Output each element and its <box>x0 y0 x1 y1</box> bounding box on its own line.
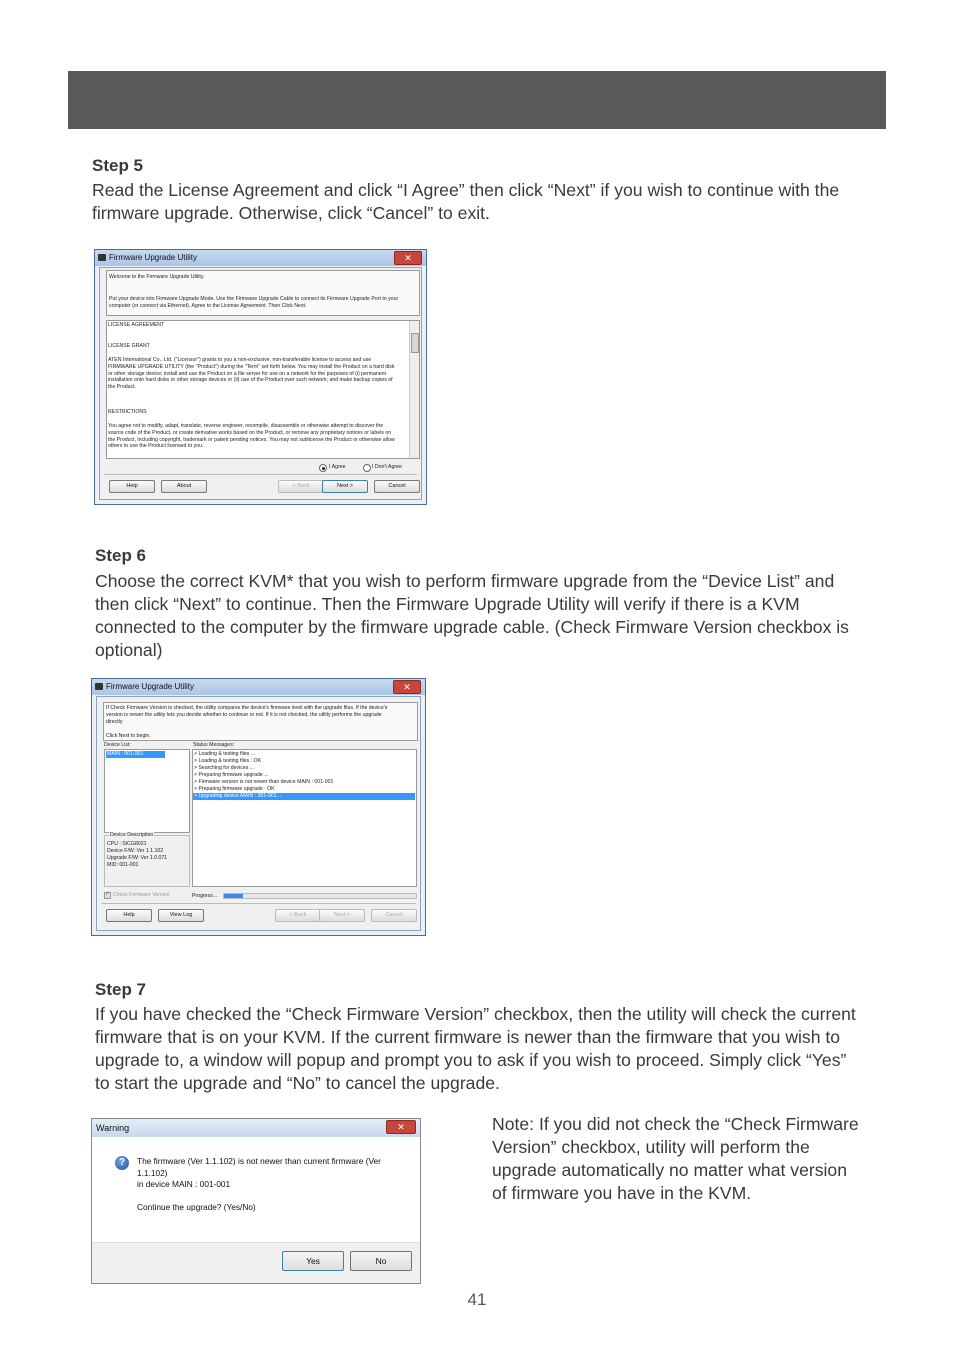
back-button[interactable]: < Back <box>275 909 321 922</box>
restrictions-heading: RESTRICTIONS <box>108 409 147 415</box>
divider <box>101 903 416 904</box>
license-textbox[interactable] <box>106 320 420 459</box>
agree-label: I Agree <box>329 464 346 470</box>
no-button[interactable]: No <box>350 1251 412 1271</box>
scrollbar[interactable] <box>409 321 419 458</box>
about-button[interactable]: About <box>161 480 207 493</box>
click-next-text: Click Next to begin. <box>106 733 151 739</box>
status-line: > Loading & testing files ... <box>194 751 255 757</box>
view-log-button[interactable]: View Log <box>158 909 204 922</box>
step5-title: Step 5 <box>92 156 144 175</box>
status-line: > Searching for devices ... <box>194 765 255 771</box>
progress-bar <box>223 893 417 899</box>
status-list[interactable] <box>192 749 417 887</box>
step7-title: Step 7 <box>95 980 147 999</box>
device-desc-cpu: CPU : SICG8021 <box>107 841 147 847</box>
cancel-button[interactable]: Cancel <box>374 480 420 493</box>
disagree-radio[interactable] <box>363 464 371 472</box>
question-icon: ? <box>115 1156 129 1170</box>
close-icon[interactable]: ✕ <box>386 1120 416 1134</box>
device-description-label: Device Description <box>110 832 154 838</box>
device-desc-device-fw: Device F/W: Ver 1.1.102 <box>107 848 164 854</box>
disagree-label: I Don't Agree <box>372 464 402 470</box>
license-window-titlebar <box>95 250 426 266</box>
grant-text: ATEN International Co., Ltd. ("Licensor") grants to you a non-exclusive, non-transferable license to access and use FIRMWARE UPGRADE UTILITY (the "Product") during the "Term" set forth below. You may install the Product on a hard disk or other storage device; install and use the Product on a file server for use on a network for the purposes of (i) permanent installation onto hard disks or other storage devices or (ii) use of the Product over such network; and make backup copies of the Product. <box>108 357 395 391</box>
status-line: > Loading & testing files : OK <box>194 758 262 764</box>
progress-label: Progress... <box>192 893 218 899</box>
header-bar <box>68 71 886 129</box>
yes-button[interactable]: Yes <box>282 1251 344 1271</box>
step5-text: Read the License Agreement and click “I Agree” then click “Next” if you wish to continue with the firmware upgrade. Otherwise, click “Cancel” to exit. <box>92 180 840 223</box>
divider <box>104 474 417 475</box>
restrictions-text: You agree not to modify, adapt, translate, reverse engineer, recompile, disassemble or otherwise attempt to discover the source code of the Product, or create derivative works based on the Product, or remove any proprietary notices or labels on the Product, including copyright, trademark or patent pending notices. You may not sublicense the Product or otherwise allow others to use the Product licensed to you. <box>108 423 395 450</box>
device-window-body <box>96 696 421 931</box>
license-heading: LICENSE AGREEMENT <box>108 322 165 328</box>
status-line-selected: > Upgrading device MAIN : 001-001 ... <box>193 793 415 800</box>
back-button[interactable]: < Back <box>278 480 324 493</box>
progress-fill <box>224 894 243 898</box>
device-item[interactable]: MAIN : 001-001 <box>106 751 165 758</box>
app-icon <box>98 254 106 261</box>
next-button[interactable]: Next > <box>319 909 365 922</box>
step6-text: Choose the correct KVM* that you wish to perform firmware upgrade from the “Device List” and then click “Next” to continue. Then the Firmware Upgrade Utility will verify if there is a KVM connected to the computer by the firmware upgrade cable. (Check Firmware Version checkbox is optional) <box>95 571 849 660</box>
intro-panel <box>106 270 420 316</box>
scrollbar-thumb[interactable] <box>411 333 419 353</box>
next-button[interactable]: Next > <box>322 480 368 493</box>
check-fw-checkbox[interactable]: ✓ <box>105 891 111 897</box>
license-window <box>94 249 427 505</box>
help-button[interactable]: Help <box>109 480 155 493</box>
device-window <box>91 678 426 936</box>
step7-text: If you have checked the “Check Firmware Version” checkbox, then the utility will check the current firmware that is on your KVM. If the current firmware is newer than the firmware that you wish to upgrade to, a window will popup and prompt you to ask if you wish to proceed. Simply click “Yes” to start the upgrade and “No” to cancel the upgrade. <box>95 1004 856 1093</box>
status-line: > Preparing firmware upgrade ... <box>194 772 269 778</box>
close-icon[interactable]: ✕ <box>393 680 421 694</box>
agree-radio[interactable] <box>319 464 327 472</box>
warning-message: The firmware (Ver 1.1.102) is not newer than current firmware (Ver 1.1.102) in device MAIN : 001-001 Continue the upgrade? (Yes/No) <box>137 1156 381 1212</box>
status-label: Status Messages: <box>193 742 235 748</box>
close-icon[interactable]: ✕ <box>394 251 422 265</box>
page-number: 41 <box>467 1290 487 1309</box>
status-line: > Firmware version is not newer than device MAIN : 001-001 <box>194 779 334 785</box>
device-list[interactable] <box>104 749 190 833</box>
device-list-label: Device List: <box>104 742 131 748</box>
license-window-body <box>99 267 422 500</box>
warning-title: Warning <box>92 1119 420 1137</box>
info-panel <box>103 702 418 741</box>
step6-title: Step 6 <box>95 546 147 565</box>
cancel-button[interactable]: Cancel <box>371 909 417 922</box>
warning-footer <box>92 1242 420 1283</box>
license-window-title: Firmware Upgrade Utility <box>109 253 198 262</box>
device-window-title: Firmware Upgrade Utility <box>106 682 195 691</box>
warning-dialog <box>91 1118 421 1284</box>
check-fw-label: Check Firmware Version <box>113 892 170 898</box>
status-line: > Preparing firmware upgrade : OK <box>194 786 275 792</box>
app-icon <box>95 683 103 690</box>
device-description-group <box>104 832 190 887</box>
device-window-titlebar <box>92 679 425 695</box>
note-text: Note: If you did not check the “Check Firmware Version” checkbox, utility will perform the upgrade automatically no matter what version of firmware you have in the KVM. <box>492 1114 859 1203</box>
device-desc-mid: MID: 001-001 <box>107 862 139 868</box>
info-text: If Check Firmware Version is checked, the utility compares the device's firmware level with the upgrade files. If the device's version is newer the utility lets you decide whether to continue or not. If it is not checked, the utility performs the upgrade directly. <box>106 705 388 725</box>
instructions-text: Put your device into Firmware Upgrade Mode. Use the Firmware Upgrade Cable to connect its Firmware Upgrade Port to your computer (or connect via Ethernet). Agree to the License Agreement. Then Click Next. <box>109 296 399 309</box>
grant-heading: LICENSE GRANT <box>108 343 150 349</box>
welcome-text: Welcome to the Firmware Upgrade Utility. <box>109 274 205 280</box>
help-button[interactable]: Help <box>106 909 152 922</box>
device-desc-upgrade-fw: Upgrade F/W: Ver 1.0.071 <box>107 855 168 861</box>
